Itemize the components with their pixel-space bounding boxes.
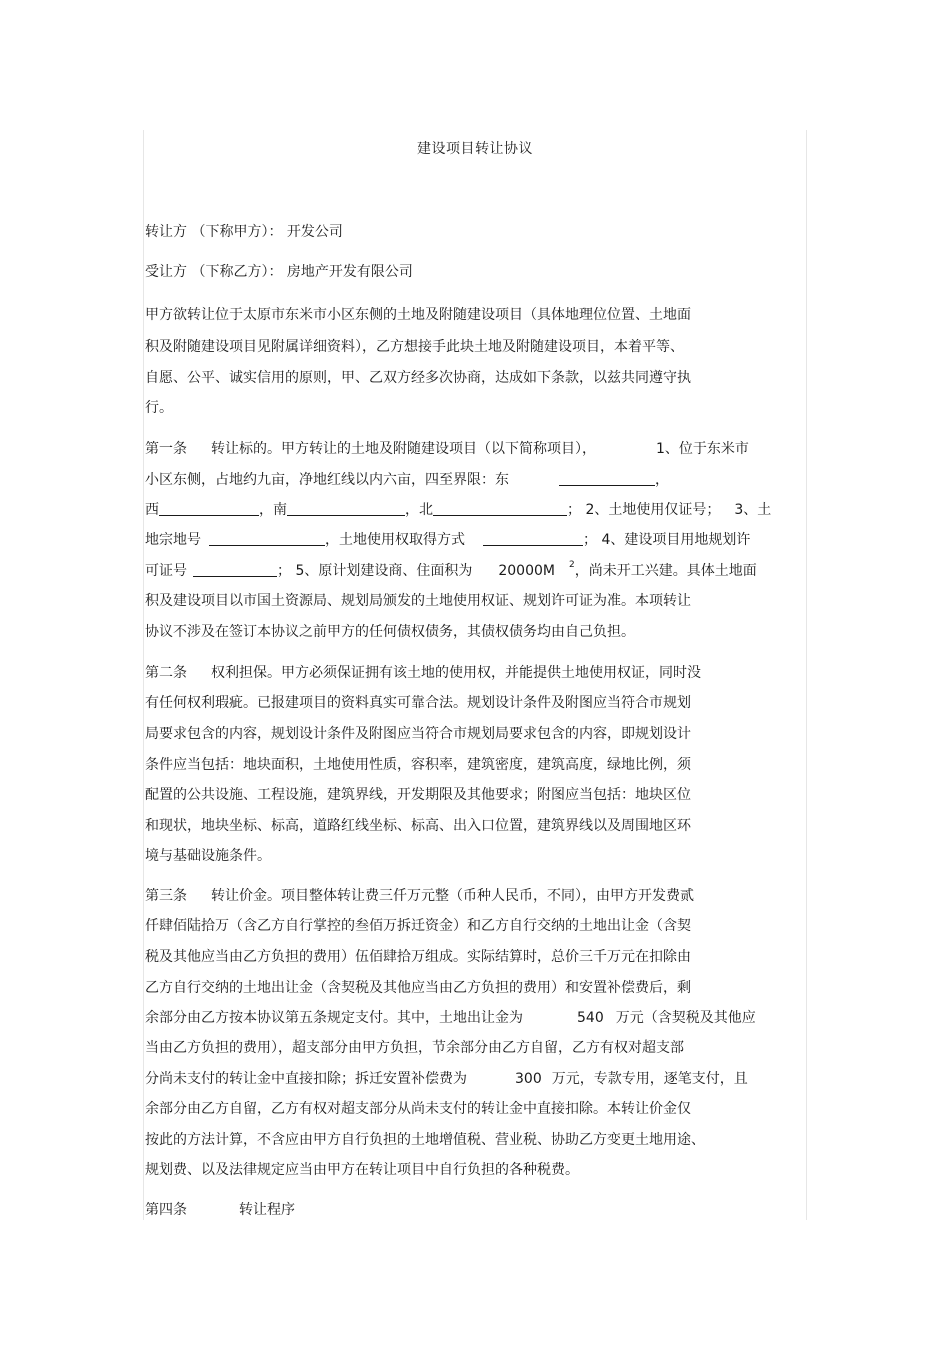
- article1-line-3: [145, 501, 771, 519]
- intro-line-3: 自愿、公平、诚实信用的原则，甲、乙双方经多次协商，达成如下条款，以兹共同遵守执: [145, 370, 691, 386]
- article4-line-1: [145, 1201, 295, 1219]
- article3-text: 分尚未支付的转让金中直接扣除；拆迁安置补偿费为: [145, 1071, 467, 1087]
- article1-text: ，: [655, 472, 669, 488]
- article3-line-1: [145, 887, 694, 905]
- article1-text: ，土地使用权取得方式: [325, 532, 465, 548]
- article1-text: 1、位于东米市: [656, 441, 749, 457]
- article3-line-10: 规划费、以及法律规定应当由甲方在转让项目中自行负担的各种税费。: [145, 1162, 579, 1178]
- article3-text: 余部分由乙方按本协议第五条规定支付。其中，土地出让金为: [145, 1010, 523, 1026]
- article4-text: 转让程序: [239, 1202, 295, 1218]
- article3-heading: 第三条: [145, 888, 187, 904]
- intro-line-2: 积及附随建设项目见附属详细资料），乙方想接手此块土地及附随建设项目，本着平等、: [145, 339, 684, 355]
- article2-line-6: 和现状，地块坐标、标高，道路红线坐标、标高、出入口位置，建筑界线以及周围地区环: [145, 818, 691, 834]
- article3-text: 万元（含契税及其他应: [615, 1010, 756, 1026]
- article1-text: 地宗地号: [145, 532, 201, 548]
- article2-heading: 第二条: [145, 665, 187, 681]
- transferee-line: 受让方 （下称乙方）： 房地产开发有限公司: [145, 264, 413, 280]
- page-border-left: [143, 130, 144, 1220]
- article3-line-7: [145, 1070, 748, 1088]
- article2-line-3: 局要求包含的内容，规划设计条件及附图应当符合市规划局要求包含的内容，即规划设计: [145, 726, 691, 742]
- transferor-line: 转让方 （下称甲方）： 开发公司: [145, 224, 343, 240]
- article2-line-5: 配置的公共设施、工程设施，建筑界线，开发期限及其他要求；附图应当包括：地块区位: [145, 787, 691, 803]
- land-fee-value: 540: [577, 1010, 604, 1026]
- article2-line-7: 境与基础设施条件。: [145, 848, 271, 864]
- article1-text: ； 5、原计划建设商、住面积为: [277, 563, 473, 579]
- article3-line-6: 当由乙方负担的费用），超支部分由甲方负担，节余部分由乙方自留，乙方有权对超支部: [145, 1040, 684, 1056]
- blank-east-boundary[interactable]: [559, 471, 655, 486]
- article3-line-3: 税及其他应当由乙方负担的费用）伍佰肆拾万组成。实际结算时，总价三千万元在扣除由: [145, 949, 691, 965]
- article1-line-6: 积及建设项目以市国土资源局、规划局颁发的土地使用权证、规划许可证为准。本项转让: [145, 593, 691, 609]
- article1-text: ，北: [405, 502, 433, 518]
- article3-text: 转让价金。项目整体转让费三仟万元整（币种人民币，不同），由甲方开发费贰: [211, 888, 694, 904]
- article2-line-1: [145, 664, 701, 682]
- article4-heading: 第四条: [145, 1202, 187, 1218]
- article1-line-4: [145, 531, 750, 549]
- page-border-right: [806, 130, 807, 1220]
- article1-text: 小区东侧，占地约九亩，净地红线以内六亩，四至界限：东: [145, 472, 509, 488]
- intro-line-1: 甲方欲转让位于太原市东米市小区东侧的土地及附随建设项目（具体地理位位置、土地面: [145, 307, 691, 323]
- blank-acquisition-method[interactable]: [483, 531, 583, 546]
- resettlement-fee-value: 300: [515, 1071, 542, 1087]
- area-value: 20000M: [498, 563, 555, 579]
- article3-line-9: 按此的方法计算，不含应由甲方自行负担的土地增值税、营业税、协助乙方变更土地用途、: [145, 1132, 705, 1148]
- article2-line-2: 有任何权利瑕疵。已报建项目的资料真实可靠合法。规划设计条件及附图应当符合市规划: [145, 695, 691, 711]
- article1-text: 3、土: [734, 502, 772, 518]
- article3-line-2: 仟肆佰陆拾万（含乙方自行掌控的叁佰万拆迁资金）和乙方自行交纳的土地出让金（含契: [145, 918, 691, 934]
- article3-text: 万元，专款专用，逐笔支付，且: [551, 1071, 748, 1087]
- article1-text: 转让标的。甲方转让的土地及附随建设项目（以下简称项目），: [211, 441, 596, 457]
- article2-text: 权利担保。甲方必须保证拥有该土地的使用权，并能提供土地使用权证，同时没: [211, 665, 701, 681]
- article1-text: ； 2、土地使用仅证号；: [567, 502, 721, 518]
- article2-line-4: 条件应当包括：地块面积，土地使用性质，容积率，建筑密度，建筑高度，绿地比例，须: [145, 757, 691, 773]
- intro-line-4: 行。: [145, 400, 173, 416]
- article1-line-1: [145, 440, 749, 458]
- blank-north-boundary[interactable]: [433, 501, 567, 516]
- article1-text: ，南: [259, 502, 287, 518]
- article1-text: ，尚未开工兴建。具体土地面: [574, 563, 757, 579]
- article1-line-5: [145, 562, 757, 580]
- article1-heading: 第一条: [145, 441, 187, 457]
- blank-permit-number[interactable]: [193, 562, 277, 577]
- blank-south-boundary[interactable]: [287, 501, 405, 516]
- article1-line-7: 协议不涉及在签订本协议之前甲方的任何债权债务，其债权债务均由自己负担。: [145, 624, 635, 640]
- article1-text: 西: [145, 502, 159, 518]
- article3-line-4: 乙方自行交纳的土地出让金（含契税及其他应当由乙方负担的费用）和安置补偿费后，剩: [145, 980, 691, 996]
- blank-parcel-number[interactable]: [209, 531, 325, 546]
- area-superscript: 2: [568, 560, 575, 570]
- article1-text: ； 4、建设项目用地规划许: [583, 532, 751, 548]
- article1-line-2: [145, 471, 669, 489]
- blank-west-boundary[interactable]: [159, 501, 259, 516]
- document-title: 建设项目转让协议: [417, 141, 533, 157]
- article3-line-8: 余部分由乙方自留，乙方有权对超支部分从尚未支付的转让金中直接扣除。本转让价金仅: [145, 1101, 691, 1117]
- article3-line-5: [145, 1009, 756, 1027]
- article1-text: 可证号: [145, 563, 187, 579]
